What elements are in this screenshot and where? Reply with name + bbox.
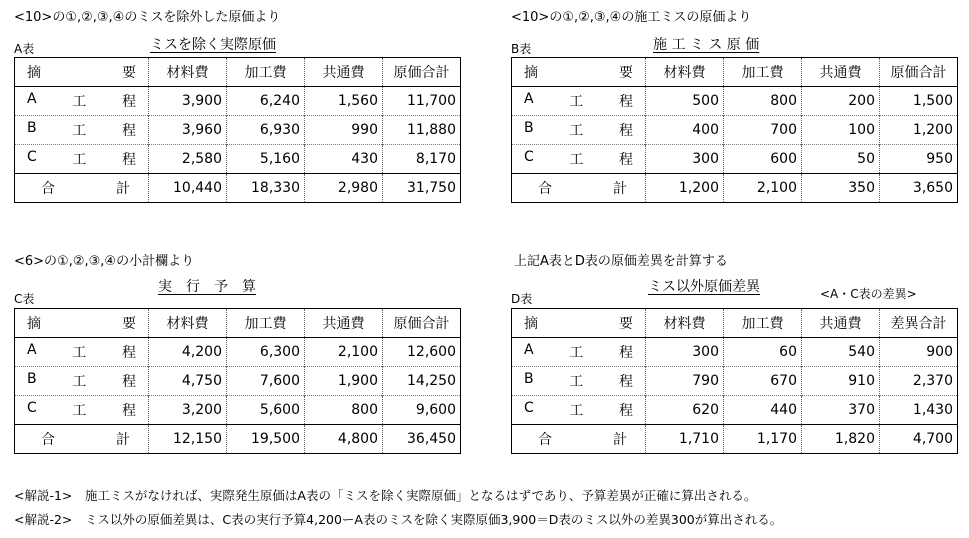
table-cell: 430 (305, 145, 383, 174)
column-header: 材料費 (646, 58, 724, 87)
section-d-header: ミス以外原価差異 (648, 279, 760, 295)
section-b-header: 施 工 ミ ス 原 価 (653, 37, 760, 53)
row-label: A 工 程 (512, 338, 646, 367)
table-cell: 1,200 (646, 174, 724, 203)
table-cell: 18,330 (227, 174, 305, 203)
table-cell: 400 (646, 116, 724, 145)
section-c-caption: <6>の①,②,③,④の小計欄より (14, 254, 195, 269)
table-cell: 5,160 (227, 145, 305, 174)
table-cell: 1,710 (646, 425, 724, 454)
row-label: 合 計 (15, 425, 149, 454)
table-cell: 3,650 (880, 174, 958, 203)
table-cell: 670 (724, 367, 802, 396)
column-header: 原価合計 (383, 309, 461, 338)
table-cell: 910 (802, 367, 880, 396)
table-cell: 31,750 (383, 174, 461, 203)
section-c-label: C表 (14, 292, 35, 306)
column-header: 加工費 (227, 309, 305, 338)
table-row (512, 396, 958, 425)
table-cell: 6,300 (227, 338, 305, 367)
section-b-caption: <10>の①,②,③,④の施工ミスの原価より (511, 10, 752, 25)
table-cell: 300 (646, 145, 724, 174)
row-label: A 工 程 (15, 87, 149, 116)
column-header-item: 摘 要 (15, 58, 149, 87)
column-header-item: 摘 要 (512, 309, 646, 338)
column-header-item: 摘 要 (512, 58, 646, 87)
column-header: 加工費 (227, 58, 305, 87)
table-cell: 500 (646, 87, 724, 116)
row-label: A 工 程 (15, 338, 149, 367)
table-row (512, 367, 958, 396)
column-header: 材料費 (149, 58, 227, 87)
table-cell: 440 (724, 396, 802, 425)
table-cell: 4,800 (305, 425, 383, 454)
column-header: 加工費 (724, 309, 802, 338)
column-header: 加工費 (724, 58, 802, 87)
table-cell: 370 (802, 396, 880, 425)
table-row (512, 338, 958, 367)
table-cell: 350 (802, 174, 880, 203)
table-cell: 1,500 (880, 87, 958, 116)
column-header: 共通費 (305, 58, 383, 87)
table-cell: 11,880 (383, 116, 461, 145)
table-cell: 3,200 (149, 396, 227, 425)
row-label: C 工 程 (15, 396, 149, 425)
note-1: <解説-1> 施工ミスがなければ、実際発生原価はA表の「ミスを除く実際原価」となるはずであり、予算差異が正確に算出される。 (14, 488, 757, 503)
table-cell: 4,750 (149, 367, 227, 396)
table-cell: 8,170 (383, 145, 461, 174)
section-d-caption: 上記A表とD表の原価差異を計算する (514, 254, 728, 269)
table-cell: 60 (724, 338, 802, 367)
section-a-label: A表 (14, 42, 35, 56)
table-cell: 540 (802, 338, 880, 367)
table-cell: 300 (646, 338, 724, 367)
table-cell: 200 (802, 87, 880, 116)
table-cell: 10,440 (149, 174, 227, 203)
note-2: <解説-2> ミス以外の原価差異は、C表の実行予算4,200ーA表のミスを除く実際原価3,900＝D表のミス以外の差異300が算出される。 (14, 512, 783, 527)
row-label: 合 計 (512, 425, 646, 454)
table-cell: 6,930 (227, 116, 305, 145)
table-cell: 50 (802, 145, 880, 174)
table-cell: 4,200 (149, 338, 227, 367)
table-cell: 700 (724, 116, 802, 145)
table-cell: 1,900 (305, 367, 383, 396)
table-cell: 1,170 (724, 425, 802, 454)
section-a-caption: <10>の①,②,③,④のミスを除外した原価より (14, 10, 281, 25)
table-d (511, 308, 958, 454)
table-cell: 12,150 (149, 425, 227, 454)
table-cell: 1,560 (305, 87, 383, 116)
table-cell: 6,240 (227, 87, 305, 116)
table-cell: 36,450 (383, 425, 461, 454)
section-d-subnote: <A・C表の差異> (820, 287, 917, 301)
column-header: 差異合計 (880, 309, 958, 338)
column-header: 共通費 (802, 309, 880, 338)
column-header: 共通費 (802, 58, 880, 87)
column-header: 共通費 (305, 309, 383, 338)
table-cell: 2,580 (149, 145, 227, 174)
table-cell: 2,370 (880, 367, 958, 396)
table-cell: 2,100 (724, 174, 802, 203)
table-cell: 12,600 (383, 338, 461, 367)
row-label: 合 計 (15, 174, 149, 203)
row-label: C 工 程 (512, 396, 646, 425)
total-row (512, 425, 958, 454)
column-header: 材料費 (149, 309, 227, 338)
row-label: 合 計 (512, 174, 646, 203)
row-label: A 工 程 (512, 87, 646, 116)
row-label: B 工 程 (512, 116, 646, 145)
table-cell: 2,980 (305, 174, 383, 203)
row-label: B 工 程 (15, 116, 149, 145)
table-cell: 900 (880, 338, 958, 367)
table-cell: 620 (646, 396, 724, 425)
section-b-label: B表 (511, 42, 532, 56)
table-cell: 7,600 (227, 367, 305, 396)
table-cell: 800 (724, 87, 802, 116)
column-header: 材料費 (646, 309, 724, 338)
table-cell: 600 (724, 145, 802, 174)
table-cell: 4,700 (880, 425, 958, 454)
table-cell: 2,100 (305, 338, 383, 367)
table-cell: 11,700 (383, 87, 461, 116)
table-cell: 5,600 (227, 396, 305, 425)
table-cell: 1,200 (880, 116, 958, 145)
section-c-header: 実 行 予 算 (158, 279, 256, 295)
table-cell: 1,820 (802, 425, 880, 454)
table-cell: 14,250 (383, 367, 461, 396)
row-label: B 工 程 (512, 367, 646, 396)
row-label: C 工 程 (512, 145, 646, 174)
section-a-header: ミスを除く実際原価 (150, 37, 276, 53)
column-header: 原価合計 (880, 58, 958, 87)
table-cell: 3,900 (149, 87, 227, 116)
table-cell: 790 (646, 367, 724, 396)
table-cell: 19,500 (227, 425, 305, 454)
table-cell: 800 (305, 396, 383, 425)
row-label: C 工 程 (15, 145, 149, 174)
header-row (512, 309, 958, 338)
table-cell: 9,600 (383, 396, 461, 425)
table-cell: 3,960 (149, 116, 227, 145)
table-cell: 990 (305, 116, 383, 145)
table-cell: 1,430 (880, 396, 958, 425)
row-label: B 工 程 (15, 367, 149, 396)
table-cell: 100 (802, 116, 880, 145)
section-d-label: D表 (511, 292, 533, 306)
column-header-item: 摘 要 (15, 309, 149, 338)
table-cell: 950 (880, 145, 958, 174)
column-header: 原価合計 (383, 58, 461, 87)
